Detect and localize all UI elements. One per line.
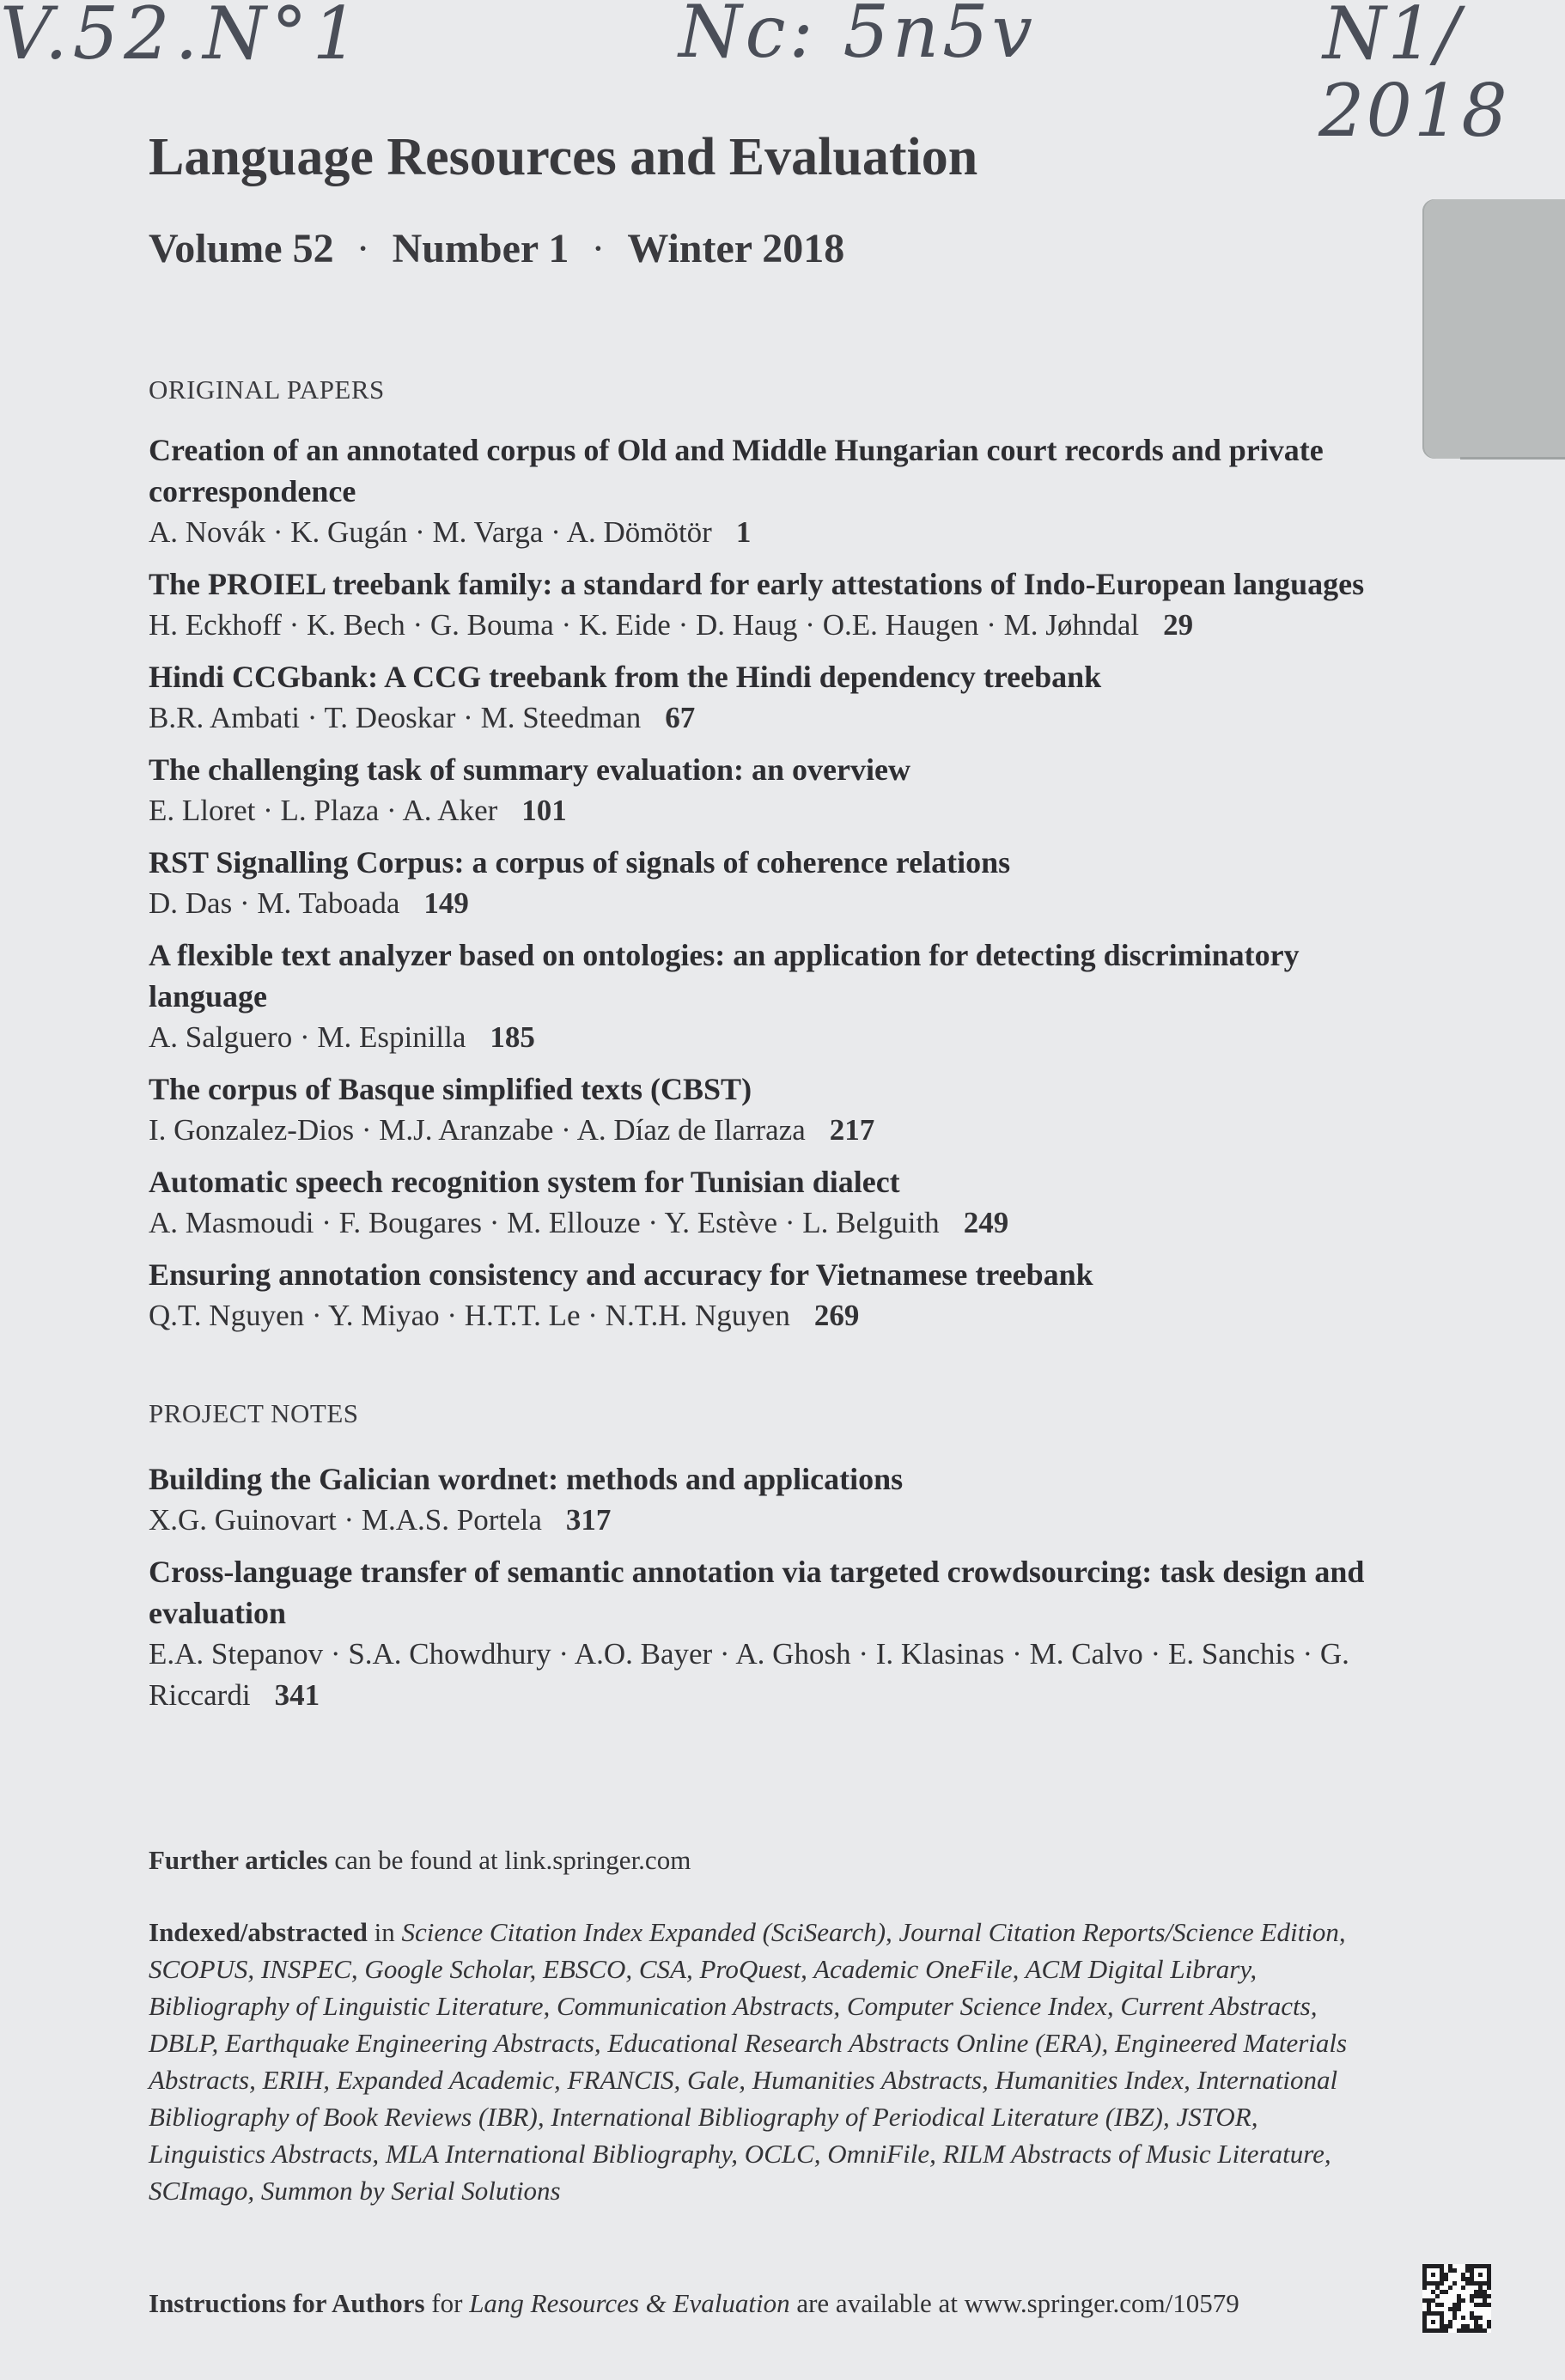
qr-module — [1461, 2286, 1465, 2290]
season-label: Winter 2018 — [627, 226, 845, 271]
article-entry — [149, 429, 1368, 553]
article-authors: H. Eckhoff · K. Bech · G. Bouma · K. Eide · D. Haug · O.E. Haugen · M. Jøhndal 29 — [149, 608, 1194, 642]
article-list-project-notes — [149, 1458, 1368, 1726]
article-title: The PROIEL treebank family: a standard for early attestations of Indo-European languages — [149, 567, 1365, 601]
qr-module — [1444, 2277, 1448, 2281]
article-authors: B.R. Ambati · T. Deoskar · M. Steedman 67 — [149, 701, 696, 734]
article-title: Ensuring annotation consistency and accuracy for Vietnamese treebank — [149, 1257, 1093, 1292]
qr-module — [1487, 2286, 1491, 2290]
article-entry — [149, 1254, 1368, 1336]
issue-line — [149, 225, 844, 272]
article-authors: A. Salguero · M. Espinilla 185 — [149, 1020, 535, 1054]
article-authors: Q.T. Nguyen · Y. Miyao · H.T.T. Le · N.T.H. Nguyen 269 — [149, 1299, 860, 1332]
article-list-original-papers — [149, 429, 1368, 1347]
article-title: The corpus of Basque simplified texts (CBST) — [149, 1072, 752, 1106]
qr-module — [1457, 2307, 1461, 2311]
article-page: 29 — [1163, 608, 1194, 642]
qr-module — [1452, 2281, 1457, 2286]
article-authors: E.A. Stepanov · S.A. Chowdhury · A.O. Bayer · A. Ghosh · I. Klasinas · M. Calvo · E. Sanchis · G. Riccardi 341 — [149, 1637, 1349, 1712]
handwritten-volume-note: V.52.N°1 — [0, 0, 364, 76]
article-title: Automatic speech recognition system for Tunisian dialect — [149, 1165, 900, 1199]
article-entry — [149, 1551, 1368, 1716]
qr-module — [1487, 2294, 1491, 2298]
separator: · — [356, 226, 370, 271]
article-entry — [149, 749, 1368, 831]
qr-code — [1422, 2264, 1491, 2333]
qr-module — [1483, 2328, 1487, 2333]
article-title: A flexible text analyzer based on ontologies: an application for detecting discriminatory language — [149, 938, 1300, 1013]
article-page: 67 — [665, 701, 696, 734]
article-title: The challenging task of summary evaluation: an overview — [149, 752, 910, 787]
article-authors: A. Masmoudi · F. Bougares · M. Ellouze · Y. Estève · L. Belguith 249 — [149, 1206, 1009, 1239]
volume-label: Volume 52 — [149, 226, 334, 271]
article-page: 341 — [274, 1678, 320, 1712]
article-title: Cross-language transfer of semantic annotation via targeted crowdsourcing: task design and evaluation — [149, 1555, 1365, 1630]
qr-module — [1422, 2286, 1427, 2290]
qr-module — [1444, 2328, 1448, 2333]
article-page: 269 — [813, 1299, 860, 1332]
article-authors: X.G. Guinovart · M.A.S. Portela 317 — [149, 1503, 612, 1537]
binding-tab — [1422, 199, 1565, 459]
article-entry — [149, 1161, 1368, 1244]
qr-module — [1452, 2316, 1457, 2320]
article-title: RST Signalling Corpus: a corpus of signals of coherence relations — [149, 845, 1011, 880]
qr-module — [1448, 2324, 1452, 2328]
number-label: Number 1 — [392, 226, 569, 271]
binding-tab-edge — [1460, 457, 1565, 460]
article-entry — [149, 563, 1368, 646]
article-entry — [149, 1068, 1368, 1151]
qr-module — [1487, 2324, 1491, 2328]
separator: · — [591, 226, 606, 271]
section-heading-project-notes: PROJECT NOTES — [149, 1398, 359, 1428]
qr-module — [1431, 2273, 1435, 2277]
journal-title: Language Resources and Evaluation — [149, 128, 978, 186]
article-title: Building the Galician wordnet: methods and applications — [149, 1462, 904, 1496]
article-entry — [149, 1458, 1368, 1541]
handwritten-year-note: 2018 — [1318, 69, 1509, 153]
article-page: 101 — [521, 794, 567, 827]
handwritten-issue-note: N1/ — [1323, 0, 1462, 76]
qr-module — [1440, 2281, 1444, 2286]
handwritten-call-number: Nc: 5n5v — [679, 0, 1036, 74]
article-authors: E. Lloret · L. Plaza · A. Aker 101 — [149, 794, 567, 827]
qr-module — [1461, 2316, 1465, 2320]
qr-module — [1440, 2303, 1444, 2307]
article-page: 317 — [565, 1503, 612, 1537]
article-authors: D. Das · M. Taboada 149 — [149, 886, 469, 920]
article-authors: I. Gonzalez-Dios · M.J. Aranzabe · A. Díaz de Ilarraza 217 — [149, 1113, 875, 1147]
article-title: Creation of an annotated corpus of Old and Middle Hungarian court records and private correspondence — [149, 433, 1324, 508]
qr-module — [1478, 2316, 1483, 2320]
section-heading-original-papers: ORIGINAL PAPERS — [149, 374, 385, 405]
qr-module — [1478, 2273, 1483, 2277]
article-page: 185 — [490, 1020, 535, 1054]
article-title: Hindi CCGbank: A CCG treebank from the Hindi dependency treebank — [149, 660, 1102, 694]
article-entry — [149, 656, 1368, 739]
article-entry — [149, 842, 1368, 924]
instructions-for-authors-note: Instructions for Authors for Lang Resources & Evaluation are available at www.springer.com/10579 — [149, 2288, 1239, 2318]
qr-module — [1431, 2320, 1435, 2324]
further-articles-note: Further articles can be found at link.springer.com — [149, 1845, 691, 1875]
qr-module — [1461, 2298, 1465, 2303]
article-authors: A. Novák · K. Gugán · M. Varga · A. Dömötör 1 — [149, 515, 752, 549]
indexed-abstracted-note: Indexed/abstracted in Science Citation Index Expanded (SciSearch), Journal Citation Reports/Science Edition, SCOPUS, INSPEC, Google Scholar, EBSCO, CSA, ProQuest, Academic OneFile, ACM Digital Library, Bibliography of Linguistic Literature, Communication Abstracts, Computer Science Index, Current Abstracts, DBLP, Earthquake Engineering Abstracts, Educational Research Abstracts Online (ERA), Engineered Materials Abstracts, ERIH, Expanded Academic, FRANCIS, Gale, Humanities Abstracts, Humanities Index, International Bibliography of Book Reviews (IBR), International Bibliography of Periodical Literature (IBZ), JSTOR, Linguistics Abstracts, MLA International Bibliography, OCLC, OmniFile, RILM Abstracts of Music Literature, SCImago, Summon by Serial Solutions — [149, 1917, 1348, 2206]
article-page: 149 — [423, 886, 469, 920]
qr-module — [1435, 2294, 1440, 2298]
qr-module — [1448, 2286, 1452, 2290]
qr-module — [1444, 2290, 1448, 2294]
article-page: 1 — [735, 515, 752, 549]
article-page: 249 — [963, 1206, 1009, 1239]
article-page: 217 — [829, 1113, 875, 1147]
qr-module — [1487, 2303, 1491, 2307]
article-entry — [149, 934, 1368, 1058]
qr-module — [1452, 2268, 1457, 2273]
